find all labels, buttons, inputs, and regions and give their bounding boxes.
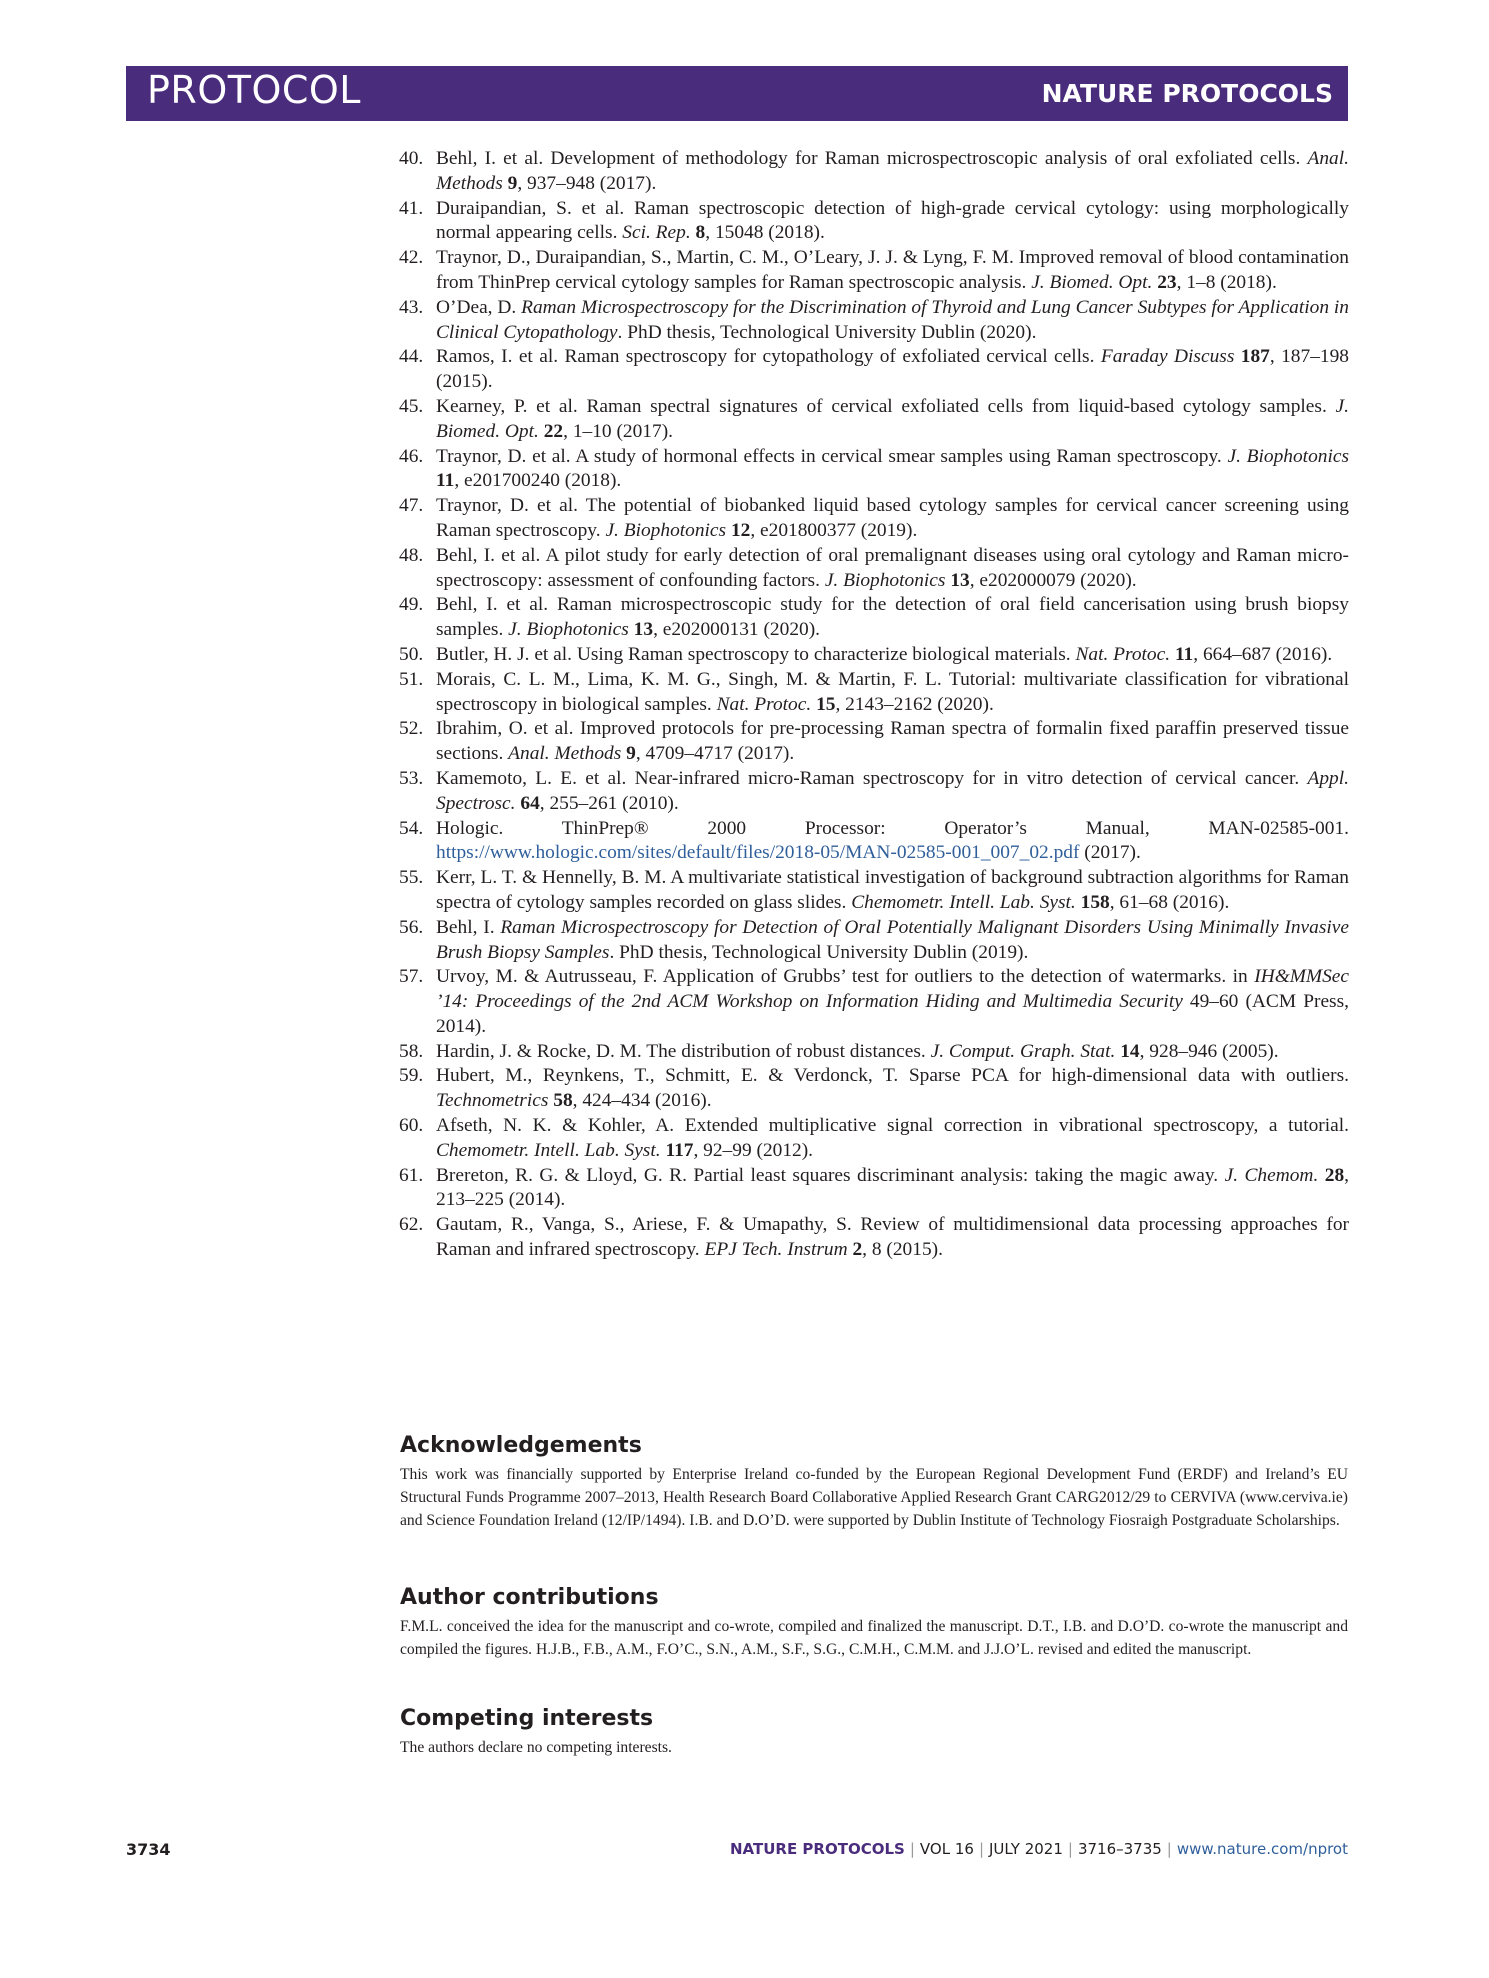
reference-text: Traynor, D. et al. The potential of biobanked liquid based cytology samples for cervical cancer screening using Raman spectroscopy. [436,495,1349,541]
reference-text: Behl, I. et al. A pilot study for early detection of oral premalignant diseases using oral cytology and Raman micro-spectroscopy: assessment of confounding factors. [436,544,1349,591]
reference-text: , 15048 (2018). [705,222,825,244]
reference-source: EPJ Tech. Instrum [704,1239,848,1261]
reference-volume: 58 [553,1090,573,1112]
reference-text: Kerr, L. T. & Hennelly, B. M. A multivariate statistical investigation of background subtraction algorithms for Raman spectra of cytology samples recorded on glass slides. [436,867,1349,913]
reference-text: Butler, H. J. et al. Using Raman spectroscopy to characterize biological materials. [436,643,1076,665]
competing-interests-section [400,1705,1348,1759]
reference-text: , 4709–4717 (2017). [635,743,795,765]
reference-source: Chemometr. Intell. Lab. Syst. [851,891,1076,913]
reference-number: 56. [399,916,424,938]
reference-text: Hardin, J. & Rocke, D. M. The distribution of robust distances. [436,1040,931,1062]
reference-text: , 2143–2162 (2020). [835,693,994,715]
reference-item [399,1114,1349,1164]
reference-volume: 14 [1120,1040,1140,1062]
acknowledgements-section [400,1432,1348,1532]
reference-text: 49–60 (ACM Press, 2014). [436,991,1349,1037]
reference-item [399,866,1349,916]
footer-separator: | [1166,1840,1172,1858]
reference-volume: 22 [543,420,564,442]
reference-source: J. Comput. Graph. Stat. [930,1040,1116,1062]
footer-separator: | [1067,1840,1073,1858]
reference-source: J. Biomed. Opt. [436,395,1349,442]
reference-volume: 187 [1240,346,1270,368]
reference-volume: 28 [1324,1164,1345,1186]
reference-item [399,147,1349,197]
reference-text: Ramos, I. et al. Raman spectroscopy for cytopathology of exfoliated cervical cells. [436,346,1101,368]
reference-source: J. Biophotonics [824,569,946,591]
reference-item [399,445,1349,495]
reference-item [399,593,1349,643]
reference-text: , e202000079 (2020). [969,569,1137,591]
reference-text: , 937–948 (2017). [517,172,657,194]
reference-item [399,643,1349,668]
author-contributions-section [400,1584,1348,1661]
reference-text: Brereton, R. G. & Lloyd, G. R. Partial least squares discriminant analysis: taking the magic away. [436,1164,1225,1186]
reference-source: Sci. Rep. [622,222,691,244]
footer-pages: 3716–3735 [1077,1840,1162,1858]
reference-number: 53. [399,767,424,789]
reference-item [399,395,1349,445]
reference-text: , 8 (2015). [862,1239,943,1261]
footer-separator: | [978,1840,984,1858]
reference-text: , 187–198 (2015). [436,346,1349,393]
reference-number: 54. [399,817,424,839]
reference-volume: 11 [1174,643,1194,665]
reference-item [399,246,1349,296]
competing-interests-heading: Competing interests [400,1706,654,1731]
reference-text: Urvoy, M. & Autrusseau, F. Application of Grubbs’ test for outliers to the detection of watermarks. in [436,966,1255,988]
reference-volume: 9 [626,743,636,765]
reference-source: Faraday Discuss [1100,346,1235,368]
page-number: 3734 [126,1840,171,1859]
reference-number: 57. [399,966,424,988]
reference-text: , 92–99 (2012). [693,1139,814,1161]
header-bar [126,66,1348,121]
reference-item [399,197,1349,247]
reference-number: 48. [399,544,424,566]
reference-number: 62. [399,1214,424,1236]
reference-volume: 23 [1157,271,1177,293]
reference-number: 42. [399,247,424,269]
reference-number: 59. [399,1065,424,1087]
footer-date: JULY 2021 [989,1840,1063,1858]
footer-url-link[interactable]: www.nature.com/nprot [1176,1840,1348,1858]
reference-text: Gautam, R., Vanga, S., Ariese, F. & Umapathy, S. Review of multidimensional data processing approaches for Raman and infrared spectroscopy. [436,1214,1349,1261]
reference-number: 45. [399,395,424,417]
reference-volume: 12 [730,519,751,541]
reference-item [399,1213,1349,1263]
competing-interests-text: The authors declare no competing interests. [400,1739,672,1756]
reference-number: 41. [399,197,424,219]
reference-item [399,494,1349,544]
reference-number: 58. [399,1040,424,1062]
reference-volume: 2 [852,1239,863,1261]
reference-volume: 117 [665,1139,694,1161]
reference-text: Traynor, D., Duraipandian, S., Martin, C. M., O’Leary, J. J. & Lyng, F. M. Improved removal of blood contamination from ThinPrep cervical cytology samples for Raman spectroscopic analysis. [436,247,1349,293]
acknowledgements-text: This work was financially supported by Enterprise Ireland co-funded by the European Regional Development Fund (ERDF) and Ireland’s EU Structural Funds Programme 2007–2013, Health Research Board Collaborative Applied Research Grant CARG2012/29 to CERVIVA (www.cerviva.ie) and Science Foundation Ireland (12/IP/1494). I.B. and D.O’D. were supported by Dublin Institute of Technology Fiosraigh Postgraduate Scholarships. [400,1466,1348,1529]
footer-separator: | [909,1840,915,1858]
reference-text: , 1–8 (2018). [1176,271,1277,293]
footer-journal: NATURE PROTOCOLS [730,1840,905,1858]
reference-item [399,1164,1349,1214]
reference-text: Behl, I. [436,916,501,938]
reference-text: Duraipandian, S. et al. Raman spectroscopic detection of high-grade cervical cytology: using morphologically normal appearing cells. [436,197,1349,244]
reference-item [399,296,1349,346]
article-type-label: PROTOCOL [147,68,361,112]
reference-source: IH&MMSec ’14: Proceedings of the 2nd ACM Workshop on Information Hiding and Multimedia Security [436,966,1349,1013]
reference-number: 40. [399,148,424,169]
reference-text: , 255–261 (2010). [539,792,679,814]
reference-volume: 13 [950,569,970,591]
footer-volume: VOL 16 [919,1840,974,1858]
reference-text: Kamemoto, L. E. et al. Near-infrared micro-Raman spectroscopy for in vitro detection of cervical cancer. [436,767,1308,789]
reference-item [399,965,1349,1039]
reference-number: 52. [399,718,424,740]
reference-source: Nat. Protoc. [716,693,812,715]
reference-number: 49. [399,594,424,616]
reference-volume: 8 [695,222,706,244]
reference-volume: 11 [436,470,455,492]
reference-source: J. Chemom. [1224,1164,1319,1186]
reference-text: Traynor, D. et al. A study of hormonal effects in cervical smear samples using Raman spectroscopy. [436,445,1228,467]
reference-text: Morais, C. L. M., Lima, K. M. G., Singh, M. & Martin, F. L. Tutorial: multivariate classification for vibrational spectroscopy in biological samples. [436,668,1349,715]
reference-source: Nat. Protoc. [1075,643,1171,665]
reference-text: Behl, I. et al. Raman microspectroscopic study for the detection of oral field cancerisation using brush biopsy samples. [436,594,1349,641]
reference-number: 61. [399,1164,424,1186]
reference-number: 47. [399,495,424,517]
reference-item [399,544,1349,594]
reference-text: , e202000131 (2020). [653,619,821,641]
reference-link[interactable]: https://www.hologic.com/sites/default/files/2018-05/MAN-02585-001_007_02.pdf [436,842,1080,864]
reference-text: (2017). [1079,842,1141,864]
reference-source: J. Biophotonics [1227,445,1349,467]
reference-source: Appl. Spectrosc. [436,767,1349,814]
reference-volume: 9 [507,172,518,194]
reference-text: Behl, I. et al. Development of methodology for Raman microspectroscopic analysis of oral exfoliated cells. [436,148,1308,169]
reference-source: J. Biophotonics [605,519,727,541]
reference-volume: 64 [520,792,540,814]
reference-text: , 424–434 (2016). [572,1090,712,1112]
reference-text: Hologic. ThinPrep® 2000 Processor: Operator’s Manual, MAN-02585-001. [436,817,1349,839]
reference-source: Anal. Methods [508,743,622,765]
reference-item [399,717,1349,767]
reference-text: O’Dea, D. [436,296,522,318]
reference-text: , 928–946 (2005). [1139,1040,1279,1062]
author-contributions-text: F.M.L. conceived the idea for the manuscript and co-wrote, compiled and finalized the manuscript. D.T., I.B. and D.O’D. co-wrote the manuscript and compiled the figures. H.J.B., F.B., A.M., F.O’C., S.N., A.M., S.F., S.G., C.M.H., C.M.M. and J.J.O’L. revised and edited the manuscript. [400,1618,1348,1658]
reference-number: 46. [399,445,424,467]
reference-text: , 664–687 (2016). [1193,643,1333,665]
reference-source: Anal. Methods [436,148,1349,194]
reference-text: . PhD thesis, Technological University Dublin (2019). [609,941,1029,963]
reference-source: Raman Microspectroscopy for the Discrimination of Thyroid and Lung Cancer Subtypes for Application in Clinical Cytopathology [436,296,1349,343]
reference-item [399,767,1349,817]
reference-number: 44. [399,346,424,368]
reference-item [399,817,1349,867]
reference-text: , 61–68 (2016). [1109,891,1230,913]
reference-number: 43. [399,296,424,318]
reference-text: . PhD thesis, Technological University Dublin (2020). [617,321,1037,343]
reference-item [399,1064,1349,1114]
footer-citation [730,1840,1348,1858]
reference-number: 51. [399,668,424,690]
reference-text: Hubert, M., Reynkens, T., Schmitt, E. & Verdonck, T. Sparse PCA for high-dimensional data with outliers. [436,1065,1349,1087]
reference-source: J. Biomed. Opt. [1031,271,1153,293]
reference-volume: 158 [1080,891,1110,913]
reference-list [399,147,1349,1263]
reference-number: 60. [399,1115,424,1137]
reference-number: 55. [399,867,424,889]
reference-text: Ibrahim, O. et al. Improved protocols for pre-processing Raman spectra of formalin fixed paraffin preserved tissue sections. [436,718,1349,765]
reference-source: J. Biophotonics [508,619,629,641]
reference-item [399,345,1349,395]
reference-number: 50. [399,643,424,665]
reference-item [399,1040,1349,1065]
reference-text: Afseth, N. K. & Kohler, A. Extended multiplicative signal correction in vibrational spectroscopy, a tutorial. [436,1115,1349,1137]
author-contributions-heading: Author contributions [400,1585,659,1610]
reference-text: , e201800377 (2019). [750,519,918,541]
reference-item [399,916,1349,966]
reference-text: , 213–225 (2014). [436,1164,1350,1211]
reference-volume: 15 [816,693,836,715]
reference-text: Kearney, P. et al. Raman spectral signatures of cervical exfoliated cells from liquid-based cytology samples. [436,395,1336,417]
reference-text: , 1–10 (2017). [563,420,673,442]
reference-volume: 13 [633,619,654,641]
acknowledgements-heading: Acknowledgements [400,1433,642,1458]
reference-source: Chemometr. Intell. Lab. Syst. [436,1139,661,1161]
reference-source: Technometrics [436,1090,549,1112]
reference-text: , e201700240 (2018). [454,470,622,492]
reference-source: Raman Microspectroscopy for Detection of Oral Potentially Malignant Disorders Using Minimally Invasive Brush Biopsy Samples [436,916,1349,963]
reference-item [399,668,1349,718]
journal-name-header: NATURE PROTOCOLS [1041,79,1333,108]
